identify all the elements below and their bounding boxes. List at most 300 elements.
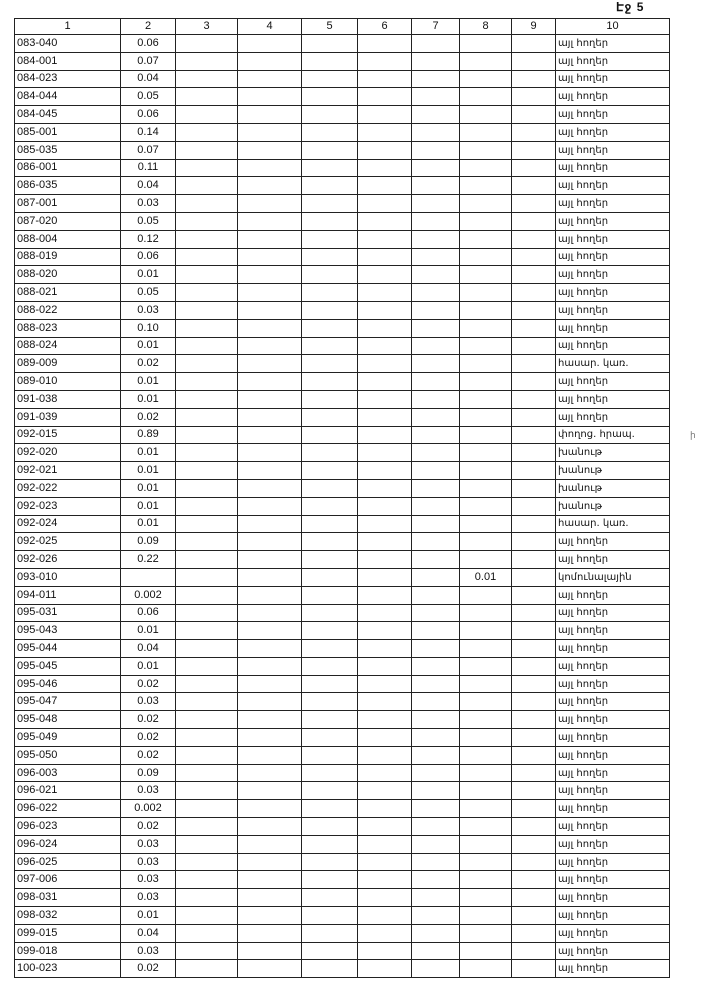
empty-cell bbox=[512, 70, 556, 88]
empty-cell bbox=[412, 746, 460, 764]
land-use-cell: այլ հողեր bbox=[556, 960, 670, 978]
empty-cell bbox=[176, 764, 238, 782]
empty-cell bbox=[358, 52, 412, 70]
land-use-cell: այլ հողեր bbox=[556, 212, 670, 230]
parcel-code-cell: 088-022 bbox=[15, 301, 121, 319]
empty-cell bbox=[412, 693, 460, 711]
parcel-code-cell: 092-024 bbox=[15, 515, 121, 533]
area-value-cell: 0.04 bbox=[121, 177, 176, 195]
area-value-cell: 0.01 bbox=[121, 462, 176, 480]
column-8-cell bbox=[460, 907, 512, 925]
column-8-cell: 0.01 bbox=[460, 568, 512, 586]
empty-cell bbox=[176, 373, 238, 391]
area-value-cell: 0.02 bbox=[121, 711, 176, 729]
parcel-code-cell: 095-046 bbox=[15, 675, 121, 693]
column-8-cell bbox=[460, 746, 512, 764]
table-row bbox=[15, 408, 670, 426]
area-value-cell: 0.02 bbox=[121, 355, 176, 373]
empty-cell bbox=[412, 426, 460, 444]
table-row bbox=[15, 729, 670, 747]
area-value-cell: 0.06 bbox=[121, 248, 176, 266]
empty-cell bbox=[302, 835, 358, 853]
column-8-cell bbox=[460, 782, 512, 800]
parcel-code-cell: 092-022 bbox=[15, 479, 121, 497]
land-use-cell: խանութ bbox=[556, 462, 670, 480]
table-row bbox=[15, 462, 670, 480]
table-row bbox=[15, 675, 670, 693]
empty-cell bbox=[358, 70, 412, 88]
empty-cell bbox=[302, 657, 358, 675]
empty-cell bbox=[302, 960, 358, 978]
table-row bbox=[15, 497, 670, 515]
land-use-cell: այլ հողեր bbox=[556, 871, 670, 889]
column-8-cell bbox=[460, 764, 512, 782]
parcel-code-cell: 091-038 bbox=[15, 390, 121, 408]
empty-cell bbox=[512, 533, 556, 551]
column-8-cell bbox=[460, 301, 512, 319]
parcel-code-cell: 095-045 bbox=[15, 657, 121, 675]
table-row bbox=[15, 853, 670, 871]
column-8-cell bbox=[460, 515, 512, 533]
column-8-cell bbox=[460, 248, 512, 266]
empty-cell bbox=[358, 533, 412, 551]
empty-cell bbox=[512, 497, 556, 515]
column-8-cell bbox=[460, 675, 512, 693]
empty-cell bbox=[238, 711, 302, 729]
column-8-cell bbox=[460, 319, 512, 337]
empty-cell bbox=[512, 604, 556, 622]
empty-cell bbox=[302, 177, 358, 195]
parcel-code-cell: 087-001 bbox=[15, 195, 121, 213]
empty-cell bbox=[176, 497, 238, 515]
land-use-cell: այլ հողեր bbox=[556, 195, 670, 213]
empty-cell bbox=[238, 497, 302, 515]
table-row bbox=[15, 266, 670, 284]
empty-cell bbox=[412, 373, 460, 391]
empty-cell bbox=[238, 924, 302, 942]
area-value-cell: 0.01 bbox=[121, 479, 176, 497]
empty-cell bbox=[238, 408, 302, 426]
empty-cell bbox=[358, 800, 412, 818]
area-value-cell: 0.09 bbox=[121, 533, 176, 551]
empty-cell bbox=[412, 141, 460, 159]
area-value-cell: 0.01 bbox=[121, 622, 176, 640]
empty-cell bbox=[358, 177, 412, 195]
empty-cell bbox=[238, 853, 302, 871]
empty-cell bbox=[512, 835, 556, 853]
column-8-cell bbox=[460, 640, 512, 658]
empty-cell bbox=[358, 426, 412, 444]
empty-cell bbox=[238, 764, 302, 782]
area-value-cell: 0.02 bbox=[121, 408, 176, 426]
parcel-code-cell: 085-035 bbox=[15, 141, 121, 159]
empty-cell bbox=[302, 497, 358, 515]
empty-cell bbox=[412, 408, 460, 426]
column-8-cell bbox=[460, 195, 512, 213]
empty-cell bbox=[238, 373, 302, 391]
table-row bbox=[15, 319, 670, 337]
empty-cell bbox=[176, 248, 238, 266]
empty-cell bbox=[512, 408, 556, 426]
table-row bbox=[15, 212, 670, 230]
table-row bbox=[15, 195, 670, 213]
land-use-cell: այլ հողեր bbox=[556, 337, 670, 355]
column-8-cell bbox=[460, 230, 512, 248]
empty-cell bbox=[302, 212, 358, 230]
empty-cell bbox=[358, 195, 412, 213]
empty-cell bbox=[302, 266, 358, 284]
empty-cell bbox=[512, 212, 556, 230]
empty-cell bbox=[238, 195, 302, 213]
empty-cell bbox=[412, 729, 460, 747]
empty-cell bbox=[176, 159, 238, 177]
empty-cell bbox=[238, 960, 302, 978]
empty-cell bbox=[176, 960, 238, 978]
column-8-cell bbox=[460, 551, 512, 569]
parcel-code-cell: 094-011 bbox=[15, 586, 121, 604]
empty-cell bbox=[412, 551, 460, 569]
table-row bbox=[15, 337, 670, 355]
empty-cell bbox=[302, 337, 358, 355]
parcel-code-cell: 095-043 bbox=[15, 622, 121, 640]
empty-cell bbox=[176, 284, 238, 302]
parcel-code-cell: 088-021 bbox=[15, 284, 121, 302]
column-header-5: 5 bbox=[302, 19, 358, 35]
empty-cell bbox=[302, 764, 358, 782]
area-value-cell bbox=[121, 568, 176, 586]
land-use-cell: այլ հողեր bbox=[556, 159, 670, 177]
table-row bbox=[15, 551, 670, 569]
empty-cell bbox=[238, 159, 302, 177]
area-value-cell: 0.03 bbox=[121, 889, 176, 907]
empty-cell bbox=[358, 212, 412, 230]
empty-cell bbox=[512, 942, 556, 960]
empty-cell bbox=[358, 248, 412, 266]
empty-cell bbox=[238, 426, 302, 444]
empty-cell bbox=[238, 319, 302, 337]
area-value-cell: 0.89 bbox=[121, 426, 176, 444]
empty-cell bbox=[176, 675, 238, 693]
empty-cell bbox=[302, 711, 358, 729]
land-use-cell: այլ հողեր bbox=[556, 657, 670, 675]
empty-cell bbox=[302, 248, 358, 266]
empty-cell bbox=[358, 479, 412, 497]
empty-cell bbox=[412, 800, 460, 818]
column-8-cell bbox=[460, 942, 512, 960]
area-value-cell: 0.04 bbox=[121, 924, 176, 942]
empty-cell bbox=[358, 266, 412, 284]
empty-cell bbox=[512, 907, 556, 925]
empty-cell bbox=[512, 444, 556, 462]
column-8-cell bbox=[460, 604, 512, 622]
table-row bbox=[15, 533, 670, 551]
empty-cell bbox=[238, 212, 302, 230]
land-use-cell: այլ հողեր bbox=[556, 764, 670, 782]
column-8-cell bbox=[460, 711, 512, 729]
area-value-cell: 0.01 bbox=[121, 497, 176, 515]
empty-cell bbox=[302, 622, 358, 640]
table-row bbox=[15, 515, 670, 533]
empty-cell bbox=[358, 871, 412, 889]
empty-cell bbox=[512, 337, 556, 355]
parcel-code-cell: 087-020 bbox=[15, 212, 121, 230]
land-use-cell: այլ հողեր bbox=[556, 924, 670, 942]
empty-cell bbox=[512, 800, 556, 818]
empty-cell bbox=[512, 640, 556, 658]
empty-cell bbox=[512, 88, 556, 106]
empty-cell bbox=[302, 106, 358, 124]
empty-cell bbox=[302, 408, 358, 426]
empty-cell bbox=[512, 960, 556, 978]
empty-cell bbox=[412, 35, 460, 53]
area-value-cell: 0.04 bbox=[121, 640, 176, 658]
empty-cell bbox=[512, 675, 556, 693]
empty-cell bbox=[176, 853, 238, 871]
land-use-cell: այլ հողեր bbox=[556, 35, 670, 53]
parcel-code-cell: 093-010 bbox=[15, 568, 121, 586]
empty-cell bbox=[512, 568, 556, 586]
empty-cell bbox=[412, 924, 460, 942]
land-use-cell: այլ հողեր bbox=[556, 123, 670, 141]
column-header-8: 8 bbox=[460, 19, 512, 35]
empty-cell bbox=[412, 835, 460, 853]
column-8-cell bbox=[460, 123, 512, 141]
empty-cell bbox=[412, 212, 460, 230]
empty-cell bbox=[302, 515, 358, 533]
table-row bbox=[15, 52, 670, 70]
empty-cell bbox=[358, 942, 412, 960]
empty-cell bbox=[238, 70, 302, 88]
empty-cell bbox=[302, 640, 358, 658]
area-value-cell: 0.02 bbox=[121, 818, 176, 836]
empty-cell bbox=[358, 462, 412, 480]
land-use-cell: այլ հողեր bbox=[556, 284, 670, 302]
empty-cell bbox=[358, 782, 412, 800]
table-row bbox=[15, 711, 670, 729]
table-row bbox=[15, 889, 670, 907]
empty-cell bbox=[238, 835, 302, 853]
column-header-1: 1 bbox=[15, 19, 121, 35]
empty-cell bbox=[176, 337, 238, 355]
table-row bbox=[15, 782, 670, 800]
empty-cell bbox=[302, 390, 358, 408]
empty-cell bbox=[238, 230, 302, 248]
empty-cell bbox=[412, 675, 460, 693]
empty-cell bbox=[302, 853, 358, 871]
empty-cell bbox=[512, 746, 556, 764]
empty-cell bbox=[512, 515, 556, 533]
parcel-code-cell: 096-022 bbox=[15, 800, 121, 818]
table-row bbox=[15, 159, 670, 177]
parcel-code-cell: 084-001 bbox=[15, 52, 121, 70]
land-use-cell: այլ հողեր bbox=[556, 889, 670, 907]
empty-cell bbox=[302, 871, 358, 889]
empty-cell bbox=[412, 782, 460, 800]
empty-cell bbox=[412, 106, 460, 124]
empty-cell bbox=[238, 444, 302, 462]
empty-cell bbox=[358, 141, 412, 159]
empty-cell bbox=[412, 319, 460, 337]
table-row bbox=[15, 693, 670, 711]
empty-cell bbox=[176, 195, 238, 213]
empty-cell bbox=[238, 390, 302, 408]
column-8-cell bbox=[460, 622, 512, 640]
empty-cell bbox=[512, 711, 556, 729]
empty-cell bbox=[176, 408, 238, 426]
area-value-cell: 0.14 bbox=[121, 123, 176, 141]
column-8-cell bbox=[460, 818, 512, 836]
empty-cell bbox=[358, 301, 412, 319]
empty-cell bbox=[512, 426, 556, 444]
empty-cell bbox=[302, 444, 358, 462]
empty-cell bbox=[238, 462, 302, 480]
parcel-code-cell: 100-023 bbox=[15, 960, 121, 978]
table-row bbox=[15, 426, 670, 444]
empty-cell bbox=[302, 230, 358, 248]
area-value-cell: 0.02 bbox=[121, 960, 176, 978]
empty-cell bbox=[302, 675, 358, 693]
area-value-cell: 0.05 bbox=[121, 212, 176, 230]
empty-cell bbox=[176, 88, 238, 106]
land-use-cell: խանութ bbox=[556, 444, 670, 462]
empty-cell bbox=[358, 88, 412, 106]
empty-cell bbox=[412, 586, 460, 604]
empty-cell bbox=[302, 942, 358, 960]
land-use-cell: այլ հողեր bbox=[556, 301, 670, 319]
empty-cell bbox=[176, 35, 238, 53]
empty-cell bbox=[238, 177, 302, 195]
empty-cell bbox=[176, 907, 238, 925]
empty-cell bbox=[238, 889, 302, 907]
column-8-cell bbox=[460, 355, 512, 373]
empty-cell bbox=[238, 568, 302, 586]
column-header-9: 9 bbox=[512, 19, 556, 35]
parcel-code-cell: 095-050 bbox=[15, 746, 121, 764]
empty-cell bbox=[512, 284, 556, 302]
empty-cell bbox=[302, 319, 358, 337]
empty-cell bbox=[176, 515, 238, 533]
page-number-label: Էջ 5 bbox=[616, 0, 645, 14]
empty-cell bbox=[512, 853, 556, 871]
empty-cell bbox=[238, 551, 302, 569]
parcel-code-cell: 096-023 bbox=[15, 818, 121, 836]
empty-cell bbox=[176, 212, 238, 230]
land-use-cell: այլ հողեր bbox=[556, 319, 670, 337]
table-row bbox=[15, 390, 670, 408]
parcel-code-cell: 089-010 bbox=[15, 373, 121, 391]
empty-cell bbox=[358, 35, 412, 53]
empty-cell bbox=[238, 907, 302, 925]
empty-cell bbox=[238, 248, 302, 266]
empty-cell bbox=[302, 568, 358, 586]
empty-cell bbox=[412, 444, 460, 462]
empty-cell bbox=[512, 123, 556, 141]
land-use-cell: այլ հողեր bbox=[556, 622, 670, 640]
column-8-cell bbox=[460, 889, 512, 907]
parcel-code-cell: 098-032 bbox=[15, 907, 121, 925]
area-value-cell: 0.07 bbox=[121, 141, 176, 159]
empty-cell bbox=[412, 604, 460, 622]
land-use-cell: խանութ bbox=[556, 479, 670, 497]
empty-cell bbox=[176, 479, 238, 497]
empty-cell bbox=[512, 266, 556, 284]
parcel-code-cell: 099-015 bbox=[15, 924, 121, 942]
empty-cell bbox=[412, 818, 460, 836]
land-use-cell: այլ հողեր bbox=[556, 586, 670, 604]
table-row bbox=[15, 35, 670, 53]
table-row bbox=[15, 141, 670, 159]
empty-cell bbox=[412, 942, 460, 960]
land-use-cell: այլ հողեր bbox=[556, 373, 670, 391]
empty-cell bbox=[238, 675, 302, 693]
empty-cell bbox=[512, 479, 556, 497]
parcel-code-cell: 092-020 bbox=[15, 444, 121, 462]
table-row bbox=[15, 657, 670, 675]
empty-cell bbox=[238, 640, 302, 658]
land-use-cell: այլ հողեր bbox=[556, 907, 670, 925]
empty-cell bbox=[412, 497, 460, 515]
empty-cell bbox=[358, 408, 412, 426]
area-value-cell: 0.12 bbox=[121, 230, 176, 248]
empty-cell bbox=[176, 177, 238, 195]
empty-cell bbox=[176, 301, 238, 319]
table-row bbox=[15, 70, 670, 88]
land-use-cell: այլ հողեր bbox=[556, 782, 670, 800]
parcel-code-cell: 095-049 bbox=[15, 729, 121, 747]
empty-cell bbox=[412, 907, 460, 925]
column-8-cell bbox=[460, 835, 512, 853]
empty-cell bbox=[512, 729, 556, 747]
land-use-cell: այլ հողեր bbox=[556, 52, 670, 70]
empty-cell bbox=[358, 373, 412, 391]
empty-cell bbox=[512, 177, 556, 195]
column-8-cell bbox=[460, 479, 512, 497]
empty-cell bbox=[412, 177, 460, 195]
empty-cell bbox=[358, 159, 412, 177]
empty-cell bbox=[512, 782, 556, 800]
empty-cell bbox=[238, 52, 302, 70]
parcel-code-cell: 088-024 bbox=[15, 337, 121, 355]
table-row bbox=[15, 284, 670, 302]
table-row bbox=[15, 622, 670, 640]
empty-cell bbox=[176, 355, 238, 373]
table-row bbox=[15, 123, 670, 141]
area-value-cell: 0.002 bbox=[121, 586, 176, 604]
area-value-cell: 0.03 bbox=[121, 871, 176, 889]
empty-cell bbox=[238, 479, 302, 497]
empty-cell bbox=[512, 586, 556, 604]
empty-cell bbox=[238, 729, 302, 747]
empty-cell bbox=[358, 622, 412, 640]
empty-cell bbox=[358, 746, 412, 764]
empty-cell bbox=[176, 444, 238, 462]
table-row bbox=[15, 106, 670, 124]
empty-cell bbox=[238, 693, 302, 711]
empty-cell bbox=[238, 942, 302, 960]
empty-cell bbox=[176, 657, 238, 675]
empty-cell bbox=[302, 729, 358, 747]
empty-cell bbox=[412, 960, 460, 978]
empty-cell bbox=[238, 106, 302, 124]
empty-cell bbox=[412, 284, 460, 302]
land-use-cell: այլ հողեր bbox=[556, 70, 670, 88]
empty-cell bbox=[302, 284, 358, 302]
empty-cell bbox=[358, 551, 412, 569]
table-row bbox=[15, 479, 670, 497]
empty-cell bbox=[358, 657, 412, 675]
empty-cell bbox=[238, 266, 302, 284]
land-use-cell: այլ հողեր bbox=[556, 818, 670, 836]
